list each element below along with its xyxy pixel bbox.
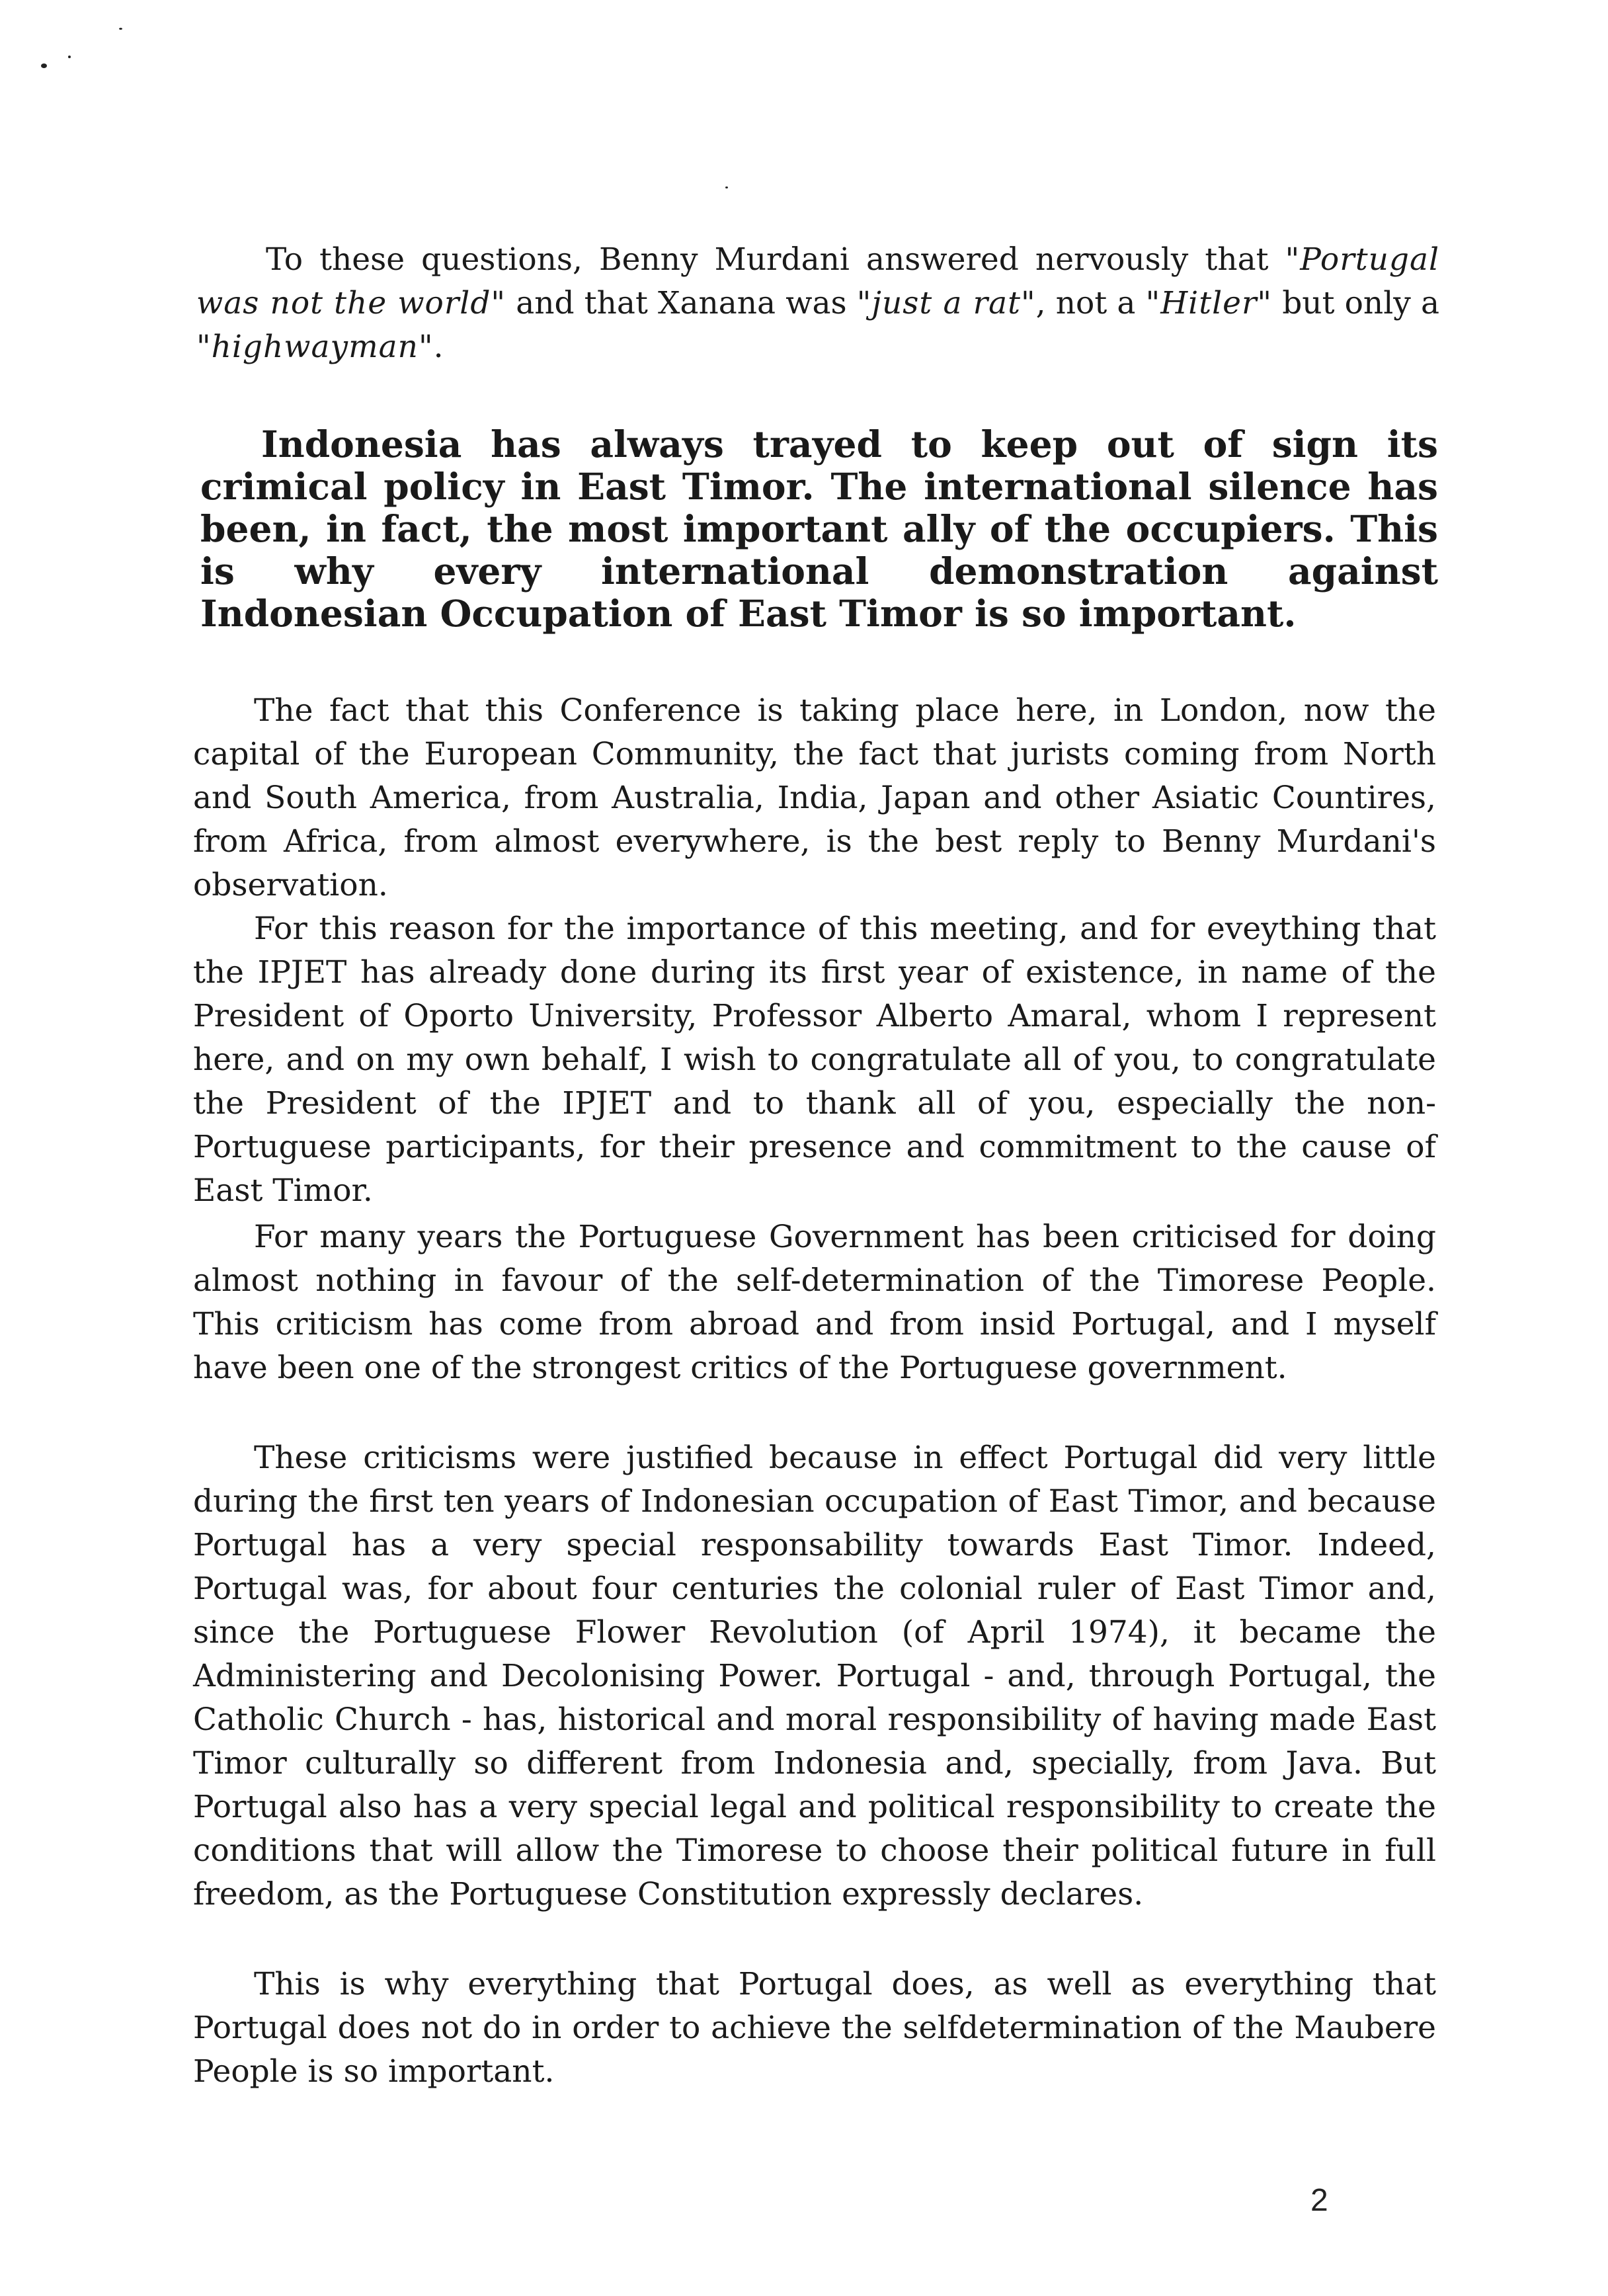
quote-portugal: "Portugal was not the world" xyxy=(196,241,1439,321)
bold-statement-paragraph: Indonesia has always trayed to keep out of sign its crimical policy in East Timor. The international silence has been, in fact, the most important ally of the occupiers. This is why every international demonstration against Indonesian Occupation of East Timor is so important. xyxy=(200,423,1438,635)
page-number: 2 xyxy=(1310,2183,1328,2218)
opening-text-3: , not a xyxy=(1035,285,1146,321)
scan-speck xyxy=(68,56,71,58)
opening-text-1: To these questions, Benny Murdani answered nervously that xyxy=(266,241,1285,278)
opening-text-2: and that Xanana was xyxy=(506,285,857,321)
body-paragraph-criticism: For many years the Portuguese Government has been criticised for doing almost nothing in favour of the self-determination of the Timorese People. This criticism has come from abroad and from insid Portugal, and I myself have been one of the strongest critics of the Portuguese government. xyxy=(193,1219,1436,1386)
opening-text-5: . xyxy=(433,329,444,365)
scan-speck xyxy=(119,28,122,30)
body-paragraph-congratulations: For this reason for the importance of this meeting, and for eveything that the IPJET has already done during its first year of existence, in name of the President of Oporto University, Professor Alberto Amaral, whom I represent here, and on my own behalf, I wish to congratulate all of you, to congratulate the President of the IPJET and to thank all of you, especially the non-Portuguese participants, for their presence and commitment to the cause of East Timor. xyxy=(193,911,1436,1209)
body-paragraph-conclusion: This is why everything that Portugal does, as well as everything that Portugal does not do in order to achieve the selfdetermination of the Maubere People is so important. xyxy=(193,1966,1436,2090)
body-paragraph-conference: The fact that this Conference is taking place here, in London, now the capital of the European Community, the fact that jurists coming from North and South America, from Australia, India, Japan and other Asiatic Countires, from Africa, from almost everywhere, is the best reply to Benny Murdani's observation. xyxy=(193,692,1436,903)
body-paragraph-responsibility: These criticisms were justified because in effect Portugal did very little during the first ten years of Indonesian occupation of East Timor, and because Portugal has a very special responsability towards East Timor. Indeed, Portugal was, for about four centuries the colonial ruler of East Timor and, since the Portuguese Flower Revolution (of April 1974), it became the Administering and Decolonising Power. Portugal - and, through Portugal, the Catholic Church - has, historical and moral responsibility of having made East Timor culturally so different from Indonesia and, specially, from Java. But Portugal also has a very special legal and political responsibility to create the conditions that will allow the Timorese to choose their political future in full freedom, as the Portuguese Constitution expressly declares. xyxy=(193,1440,1436,1912)
opening-paragraph xyxy=(196,238,1439,369)
scan-speck xyxy=(725,186,728,188)
scan-speck xyxy=(41,63,47,68)
opening-text-4: but only a xyxy=(1272,285,1439,321)
quote-just-a-rat: "just a rat" xyxy=(856,285,1036,321)
quote-hitler: "Hitler" xyxy=(1145,285,1273,321)
quote-highwayman: "highwayman" xyxy=(196,329,434,365)
